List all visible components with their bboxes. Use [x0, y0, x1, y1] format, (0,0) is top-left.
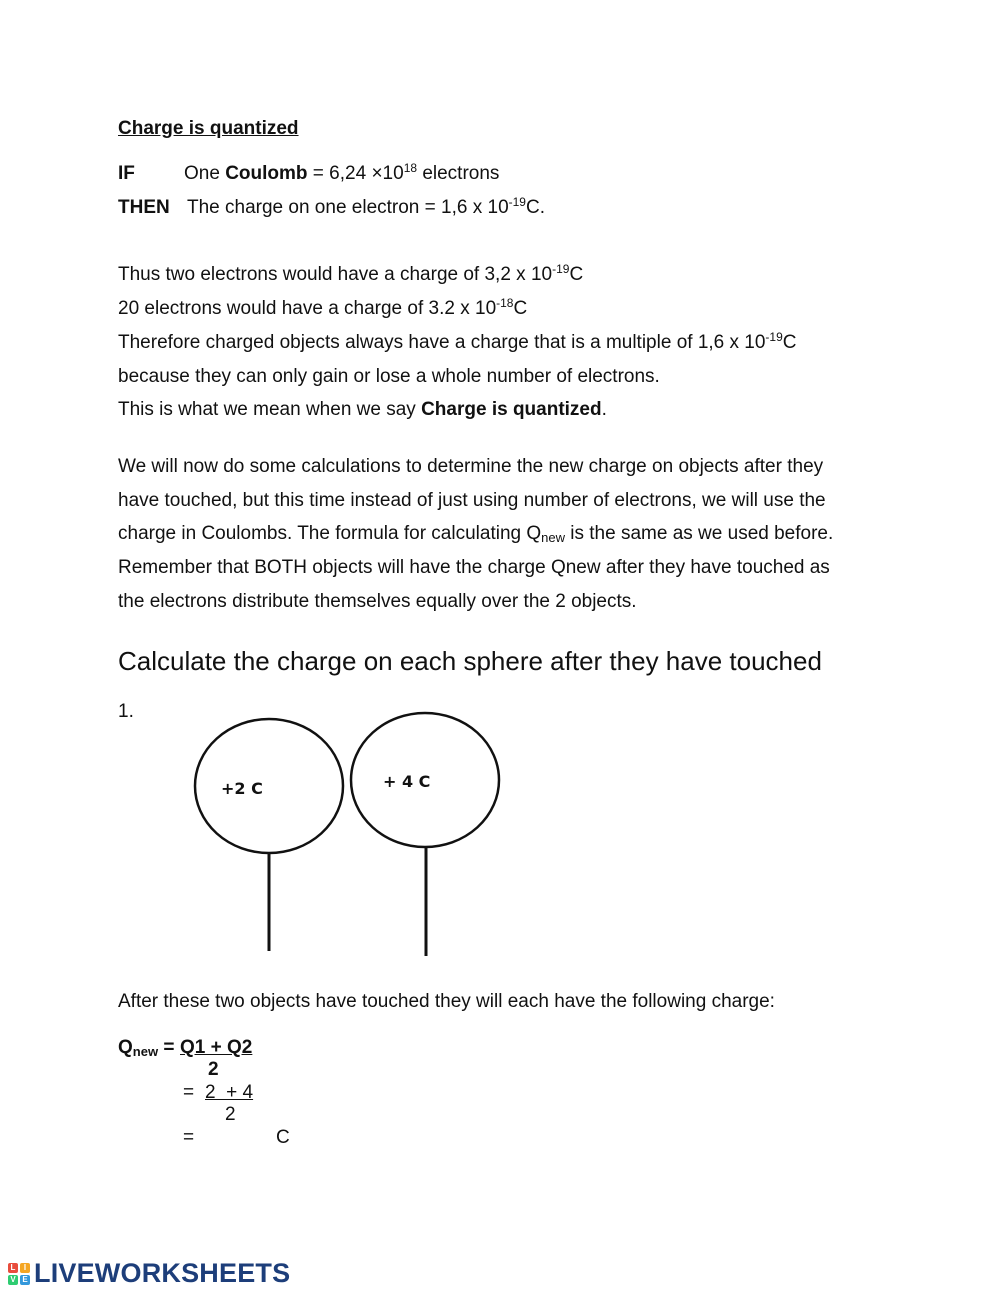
para2-line4: Remember that BOTH objects will have the charge Qnew after they have touched as: [118, 557, 830, 578]
p1l2-post: C: [513, 298, 528, 319]
page-heading: Charge is quantized: [118, 118, 299, 139]
p1l3-exp: -19: [765, 330, 783, 344]
p1l3-pre: Therefore charged objects always have a charge that is a multiple of 1,6 x 10: [118, 332, 766, 353]
formula-unit: C: [276, 1127, 290, 1148]
para2-line2: have touched, but this time instead of just using number of electrons, we will use the: [118, 490, 826, 511]
then-exp: -19: [508, 195, 526, 209]
question-number: 1.: [118, 701, 134, 722]
if-exp: 18: [403, 161, 418, 175]
if-statement: [184, 162, 499, 186]
para2-line1: We will now do some calculations to determine the new charge on objects after they: [118, 456, 824, 477]
if-mid: = 6,24 ×10: [307, 163, 404, 184]
p1l1-pre: Thus two electrons would have a charge of 3,2 x 10: [118, 264, 553, 285]
logo-text: LIVEWORKSHEETS: [34, 1258, 291, 1288]
then-statement: [187, 196, 545, 220]
logo-block-e: E: [20, 1275, 30, 1285]
p1l1-post: C: [569, 264, 584, 285]
if-line: [118, 162, 135, 186]
p2l3-post: is the same as we used before.: [565, 523, 834, 544]
p1l5-pre: This is what we mean when we say: [118, 399, 422, 420]
formula-q-sub: new: [132, 1044, 159, 1059]
formula-q-letter: Q: [118, 1037, 133, 1058]
para1-line1: [118, 263, 583, 287]
para2-line5: the electrons distribute themselves equally over the 2 objects.: [118, 591, 637, 612]
section-title: Calculate the charge on each sphere after they have touched: [118, 646, 822, 676]
logo-blocks-icon: [8, 1263, 30, 1285]
formula-num2: 2 + 4: [205, 1082, 254, 1103]
p1l5-bold: Charge is quantized: [421, 399, 602, 420]
para2-line3: [118, 522, 833, 546]
then-post: C.: [525, 197, 545, 218]
then-label: THEN: [118, 197, 170, 218]
formula-q: [118, 1036, 174, 1060]
p1l1-exp: -19: [552, 262, 570, 276]
logo-block-i: I: [20, 1263, 30, 1273]
p1l3-post: C: [782, 332, 797, 353]
p2l3-sub: new: [541, 530, 565, 545]
answer-blank[interactable]: [200, 1124, 268, 1150]
p1l2-pre: 20 electrons would have a charge of 3.2 x 10: [118, 298, 497, 319]
para1-line3: [118, 331, 797, 355]
logo-block-v: V: [8, 1275, 18, 1285]
formula-numerator: Q1 + Q2: [180, 1037, 253, 1058]
then-pre: The charge on one electron = 1,6 x 10: [187, 197, 509, 218]
left-sphere: [195, 719, 343, 853]
formula-eq3: =: [183, 1127, 195, 1148]
p1l5-post: .: [601, 399, 607, 420]
then-line: [118, 196, 170, 220]
left-sphere-label: +2 C: [221, 779, 263, 798]
logo-block-l: L: [8, 1263, 18, 1273]
if-coulomb: Coulomb: [225, 163, 308, 184]
spheres-diagram: [185, 700, 515, 965]
if-label: IF: [118, 163, 135, 184]
if-post: electrons: [417, 163, 500, 184]
liveworksheets-logo: [8, 1258, 290, 1289]
formula-eq2: =: [183, 1082, 195, 1103]
para1-line2: [118, 297, 527, 321]
right-sphere-label: + 4 C: [383, 772, 431, 791]
p1l2-exp: -18: [496, 296, 514, 310]
p2l3-pre: charge in Coulombs. The formula for calculating Q: [118, 523, 542, 544]
formula-denominator: 2: [208, 1059, 219, 1080]
after-text: After these two objects have touched they will each have the following charge:: [118, 991, 775, 1012]
formula-eq: =: [158, 1037, 175, 1058]
para1-line5: [118, 398, 607, 422]
if-pre: One: [184, 163, 226, 184]
para1-line4: because they can only gain or lose a whole number of electrons.: [118, 366, 660, 387]
formula-den2: 2: [225, 1104, 236, 1125]
